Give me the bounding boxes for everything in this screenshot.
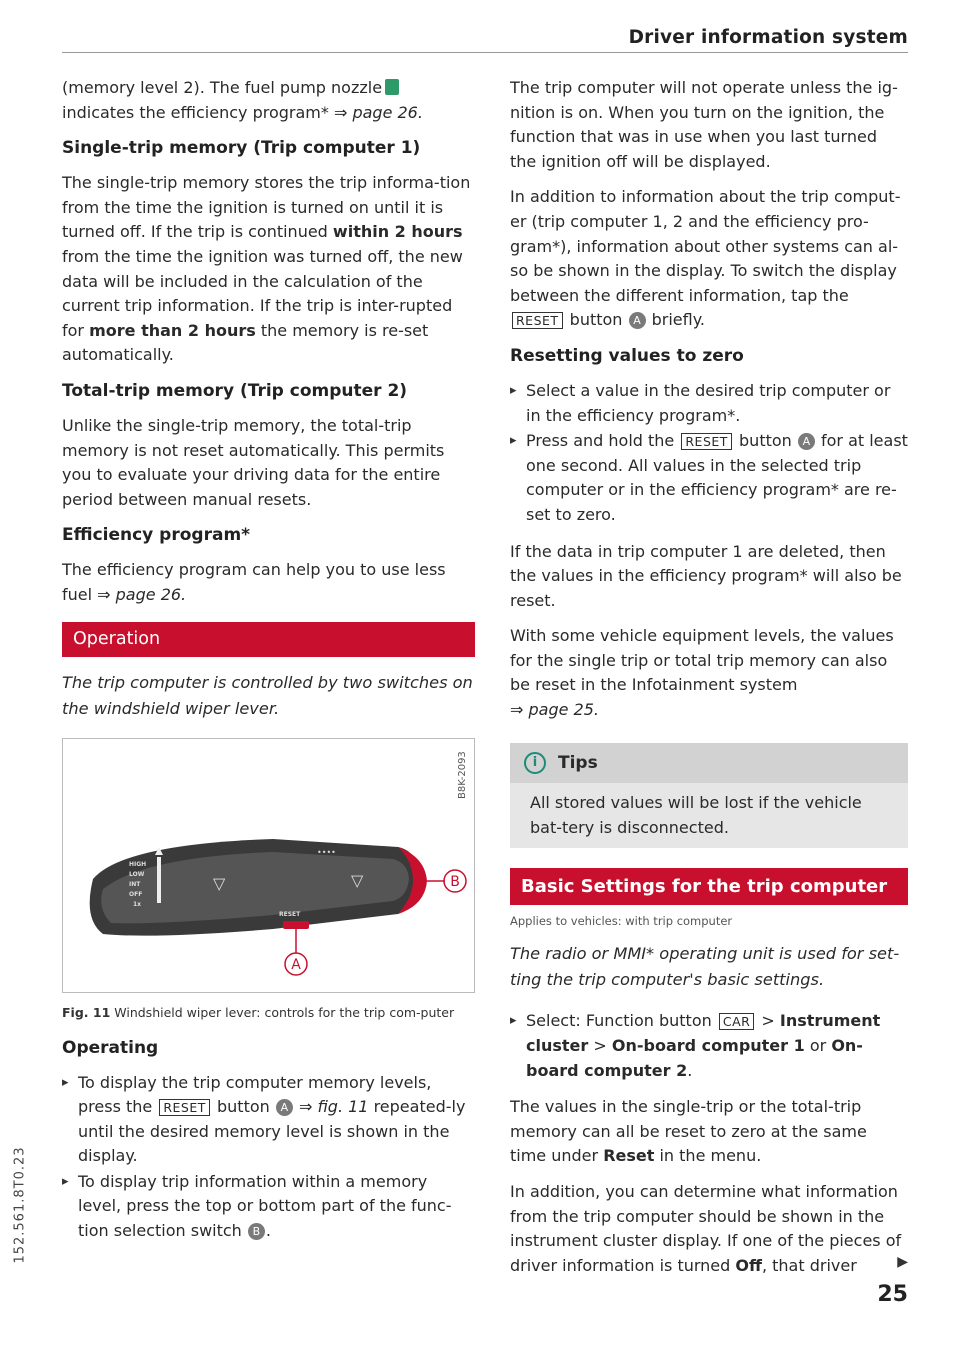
reset-steps bbox=[510, 379, 908, 528]
info-icon: i bbox=[524, 752, 546, 774]
heading-resetting: Resetting values to zero bbox=[510, 345, 744, 366]
callout-a-icon: A bbox=[798, 433, 815, 450]
paragraph-infotainment: With some vehicle equipment levels, the values for the single trip or total trip memory can also be reset in the Infotainment system ⇒ page 25. bbox=[510, 626, 894, 720]
heading-total-trip: Total-trip memory (Trip computer 2) bbox=[62, 380, 408, 401]
list-item: ▸ Press and hold the RESET button A for at least one second. All values in the selected trip computer or in the efficiency program* are re-set to zero. bbox=[510, 429, 908, 527]
heading-single-trip: Single-trip memory (Trip computer 1) bbox=[62, 138, 421, 159]
svg-text:HIGH: HIGH bbox=[129, 860, 147, 868]
wiper-lever-illustration bbox=[63, 739, 474, 992]
car-key: CAR bbox=[719, 1013, 754, 1030]
section-intro: The radio or MMI* operating unit is used for set-ting the trip computer's basic settings. bbox=[510, 944, 900, 990]
paragraph-reset-menu: The values in the single-trip or the total-trip memory can all be reset to zero at the same time under Reset in the menu. bbox=[510, 1097, 867, 1166]
page-number: 25 bbox=[877, 1282, 908, 1307]
figure-reference-link[interactable]: ⇒ fig. 11 bbox=[298, 1097, 369, 1117]
svg-text:••••: •••• bbox=[317, 847, 336, 857]
paragraph-trip1-deleted: If the data in trip computer 1 are deleted, then the values in the efficiency program* will also be reset. bbox=[510, 541, 902, 610]
operating-steps bbox=[62, 1071, 475, 1244]
svg-text:A: A bbox=[291, 956, 301, 973]
svg-text:1x: 1x bbox=[133, 900, 142, 908]
paragraph-ignition: The trip computer will not operate unless the ig-nition is on. When you turn on the ignition, the function that was in use when you last turned the ignition off will be displayed. bbox=[510, 78, 898, 171]
paragraph-single-trip: The single-trip memory stores the trip informa-tion from the time the ignition is turned on until it is turned off. If the trip is continued within 2 hours from the time the ignition was turned off, the new data will be included in the calculation of the current trip information. If the trip is inter-rupted for more than 2 hours the memory is re-set automatically. bbox=[62, 173, 471, 365]
paragraph-display-switch: In addition to information about the trip comput-er (trip computer 1, 2 and the efficiency pro-gram*), information about other systems can al-so be shown in the display. To switch the display between the different information, tap the RESET button A briefly. bbox=[510, 187, 901, 330]
svg-text:OFF: OFF bbox=[129, 890, 143, 898]
figure-wiper-lever bbox=[62, 738, 475, 993]
callout-a-icon: A bbox=[276, 1099, 293, 1116]
svg-text:▽: ▽ bbox=[213, 873, 226, 893]
tips-body: All stored values will be lost if the vehicle bat-tery is disconnected. bbox=[530, 793, 862, 837]
svg-text:▽: ▽ bbox=[351, 870, 364, 890]
page-reference-link[interactable]: ⇒ page 26. bbox=[97, 584, 187, 604]
list-item: ▸ To display trip information within a memory level, press the top or bottom part of the func-tion selection switch B . bbox=[62, 1170, 475, 1244]
figure-code: B8K-2093 bbox=[457, 750, 468, 799]
figure-caption: Fig. 11 Windshield wiper lever: controls for the trip com-puter bbox=[62, 1004, 455, 1020]
reset-button-a bbox=[283, 921, 309, 929]
tips-header: i Tips bbox=[510, 743, 908, 784]
tips-box bbox=[510, 743, 908, 849]
fuel-nozzle-icon bbox=[385, 79, 399, 95]
side-document-code: 152.561.8T0.23 bbox=[12, 1146, 28, 1264]
page-reference-link[interactable]: ⇒ page 25. bbox=[510, 700, 599, 720]
paragraph-cluster-display: In addition, you can determine what information from the trip computer should be shown in the instrument cluster display. If one of the pieces of driver information is turned Off, that driver bbox=[510, 1182, 902, 1275]
svg-text:LOW: LOW bbox=[129, 870, 145, 878]
header-rule bbox=[62, 52, 908, 53]
section-title-operation: Operation bbox=[62, 622, 475, 657]
page-reference-link[interactable]: ⇒ page 26. bbox=[333, 102, 423, 122]
applies-to: Applies to vehicles: with trip computer bbox=[510, 914, 733, 929]
left-column bbox=[62, 76, 475, 1256]
paragraph-total-trip: Unlike the single-trip memory, the total-trip memory is not reset automatically. This permits you to evaluate your driving data for the entire period between manual resets. bbox=[62, 415, 445, 509]
callout-b-icon: B bbox=[248, 1223, 265, 1240]
svg-text:RESET: RESET bbox=[279, 910, 301, 918]
heading-efficiency-program: Efficiency program* bbox=[62, 525, 251, 546]
reset-key: RESET bbox=[512, 312, 563, 329]
section-intro: The trip computer is controlled by two switches on the windshield wiper lever. bbox=[62, 672, 473, 718]
running-header: Driver information system bbox=[628, 27, 908, 48]
paragraph-memory-level: (memory level 2). The fuel pump nozzle indicates the efficiency program* ⇒ page 26. bbox=[62, 78, 423, 122]
svg-text:B: B bbox=[450, 873, 460, 890]
reset-key: RESET bbox=[681, 433, 732, 450]
paragraph-efficiency: The efficiency program can help you to use less fuel ⇒ page 26. bbox=[62, 560, 446, 604]
svg-text:INT: INT bbox=[129, 880, 141, 888]
section-title-basic-settings: Basic Settings for the trip computer bbox=[510, 868, 908, 905]
callout-a-icon: A bbox=[629, 312, 646, 329]
right-column bbox=[510, 76, 908, 1289]
continue-arrow-icon: ▶ bbox=[897, 1254, 908, 1270]
list-item: ▸ Select: Function button CAR > Instrument cluster > On-board computer 1 or On-board computer 2. bbox=[510, 1009, 908, 1083]
select-steps bbox=[510, 1009, 908, 1083]
reset-key: RESET bbox=[159, 1099, 210, 1116]
list-item: ▸ To display the trip computer memory levels, press the RESET button A ⇒ fig. 11 repeated-ly until the desired memory level is shown in the display. bbox=[62, 1071, 475, 1169]
heading-operating: Operating bbox=[62, 1037, 159, 1058]
list-item: ▸ Select a value in the desired trip computer or in the efficiency program*. bbox=[510, 379, 908, 428]
